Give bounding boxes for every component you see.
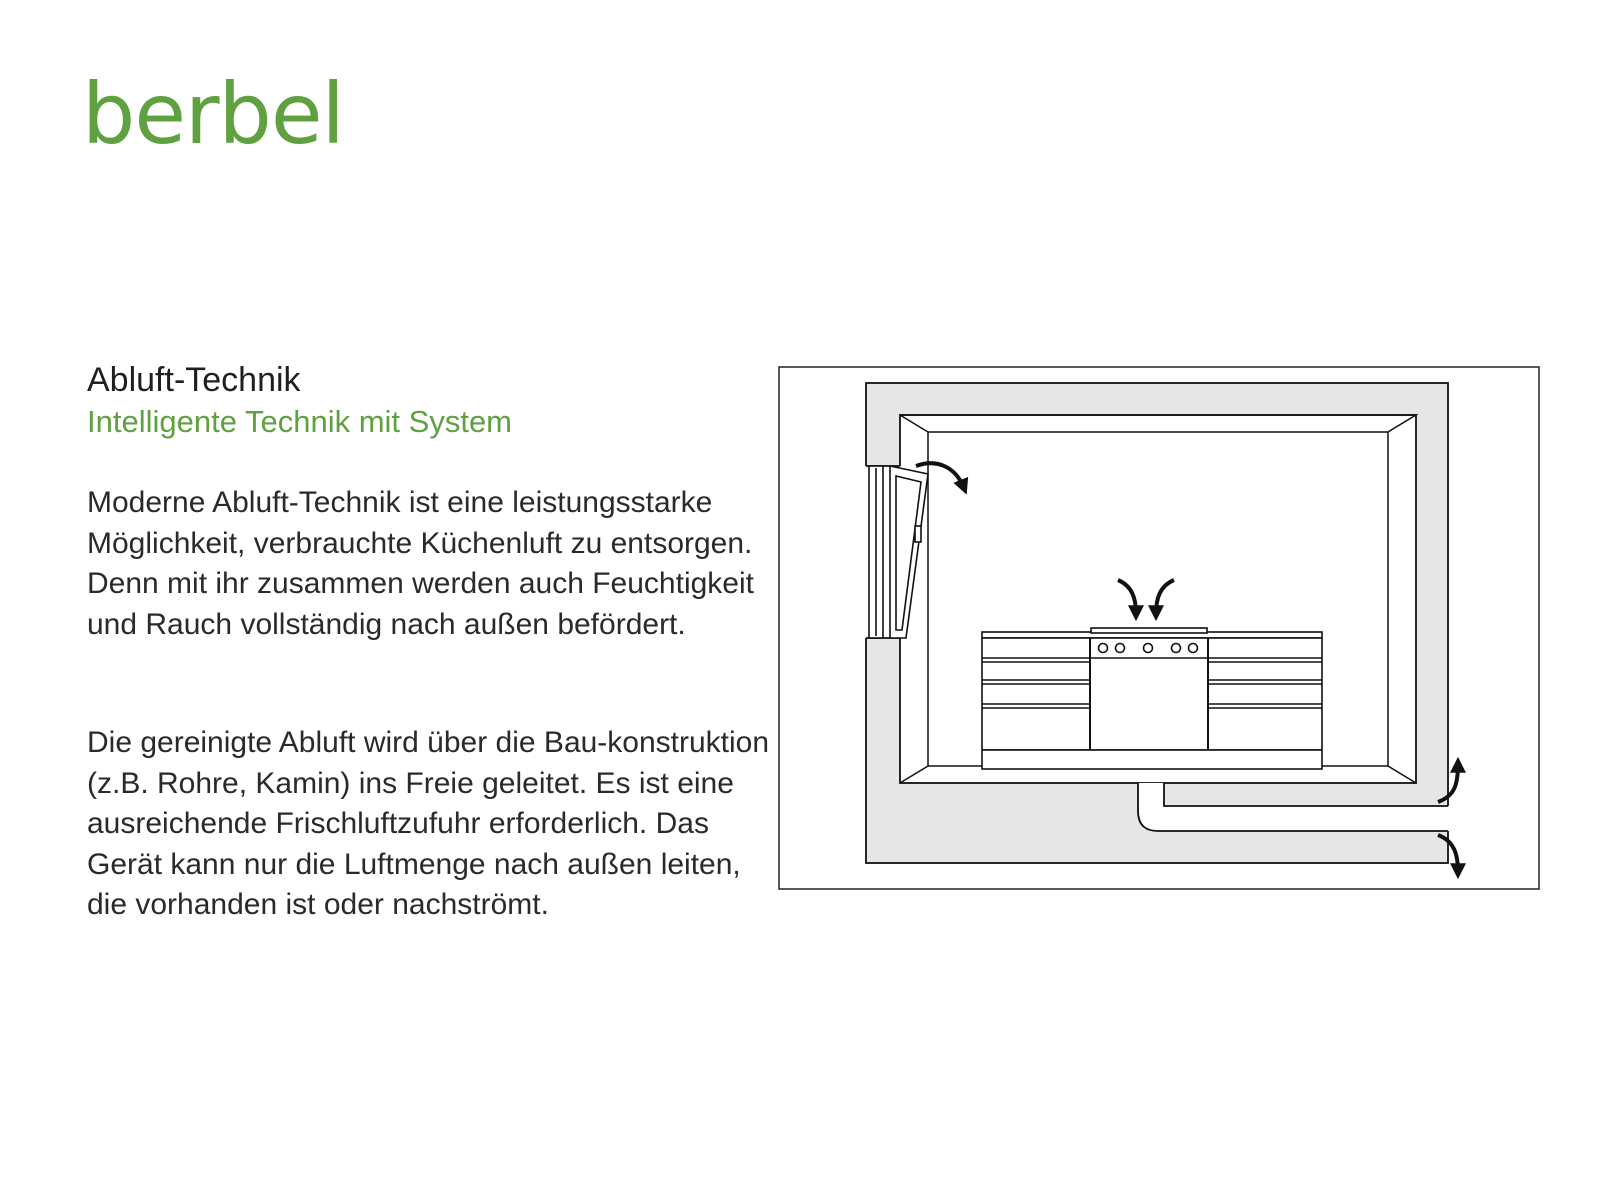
- exhaust-diagram: [778, 366, 1540, 890]
- paragraph-details: Die gereinigte Abluft wird über die Bau-konstruktion (z.B. Rohre, Kamin) ins Freie geleitet. Es ist eine ausreichende Frischluftzufuhr erforderlich. Das Gerät kann nur die Luftmenge nach außen leiten, die vorhanden ist oder nachströmt.: [87, 726, 770, 921]
- paragraph-intro: Moderne Abluft-Technik ist eine leistungsstarke Möglichkeit, verbrauchte Küchenluft zu entsorgen. Denn mit ihr zusammen werden auch Feuchtigkeit und Rauch vollständig nach außen befördert.: [87, 486, 754, 641]
- page-subtitle: Intelligente Technik mit System: [87, 404, 513, 439]
- berbel-logo: berbel: [82, 65, 344, 163]
- page-title: Abluft-Technik: [87, 361, 301, 399]
